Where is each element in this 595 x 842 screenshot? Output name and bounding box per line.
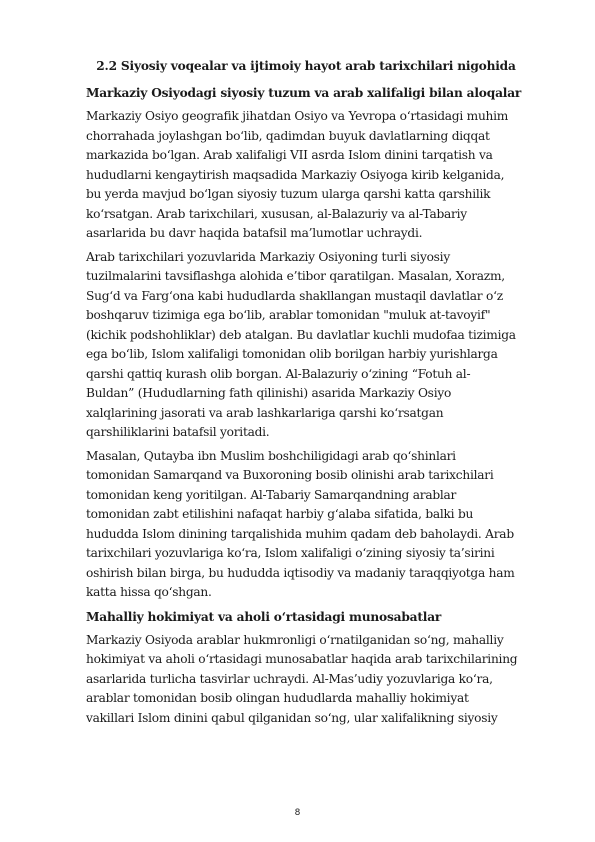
paragraph-3: Masalan, Qutayba ibn Muslim boshchiligidagi arab qo‘shinlari tomonidan Samarqand va Buxoroning bosib olinishi arab tarixchilari tomonidan keng yoritilgan. Al-Tabariy Samarqandning arablar tomonidan zabt etilishini nafaqat harbiy g‘alaba sifatida, balki bu hududda Islom dinining tarqalishida muhim qadam deb baholaydi. Arab tarixchilari yozuvlariga ko‘ra, Islom xalifaligi o‘zining siyosiy ta’sirini oshirish bilan birga, bu hududda iqtisodiy va madaniy taraqqiyotga ham katta hissa qo‘shgan. <box>86 448 515 599</box>
paragraph-1: Markaziy Osiyo geografik jihatdan Osiyo va Yevropa o‘rtasidagi muhim chorrahada joylashgan bo‘lib, qadimdan buyuk davlatlarning diqqat markazida bo‘lgan. Arab xalifaligi VII asrda Islom dinini tarqatish va hududlarni kengaytirish maqsadida Markaziy Osiyoga kirib kelganida, bu yerda mavjud bo‘lgan siyosiy tuzum ularga qarshi katta qarshilik ko‘rsatgan. Arab tarixchilari, xususan, al-Balazuriy va al-Tabariy asarlarida bu davr haqida batafsil ma’lumotlar uchraydi. <box>86 109 509 240</box>
paragraph-4: Markaziy Osiyoda arablar hukmronligi o‘rnatilganidan so‘ng, mahalliy hokimiyat va aholi o‘rtasidagi munosabatlar haqida arab tarixchilarining asarlarida turlicha tasvirlar uchraydi. Al-Mas’udiy yozuvlariga ko‘ra, arablar tomonidan bosib olingan hududlarda mahalliy hokimiyat vakillari Islom dinini qabul qilganidan so‘ng, ular xalifalikning siyosiy <box>86 632 518 725</box>
subheading-local-authority: Mahalliy hokimiyat va aholi o‘rtasidagi munosabatlar <box>86 609 442 624</box>
subheading-political-system: Markaziy Osiyodagi siyosiy tuzum va arab xalifaligi bilan aloqalar <box>86 86 522 100</box>
page-number: 8 <box>294 808 301 818</box>
document-page <box>86 56 526 732</box>
paragraph-2: Arab tarixchilari yozuvlarida Markaziy Osiyoning turli siyosiy tuzilmalarini tavsiflashga alohida e’tibor qaratilgan. Masalan, Xorazm, Sug‘d va Farg‘ona kabi hududlarda shakllangan mustaqil davlatlar o‘z boshqaruv tizimiga ega bo‘lib, arablar tomonidan "muluk at-tavoyif" (kichik podshohliklar) deb atalgan. Bu davlatlar kuchli mudofaa tizimiga ega bo‘lib, Islom xalifaligi tomonidan olib borilgan harbiy yurishlarga qarshi qattiq kurash olib borgan. Al-Balazuriy o‘zining “Fotuh al- Buldan” (Hududlarning fath qilinishi) asarida Markaziy Osiyo xalqlarining jasorati va arab lashkarlariga qarshi ko‘rsatgan qarshiliklarini batafsil yoritadi. <box>86 249 516 439</box>
section-title: 2.2 Siyosiy voqealar va ijtimoiy hayot arab tarixchilari nigohida <box>96 59 516 73</box>
